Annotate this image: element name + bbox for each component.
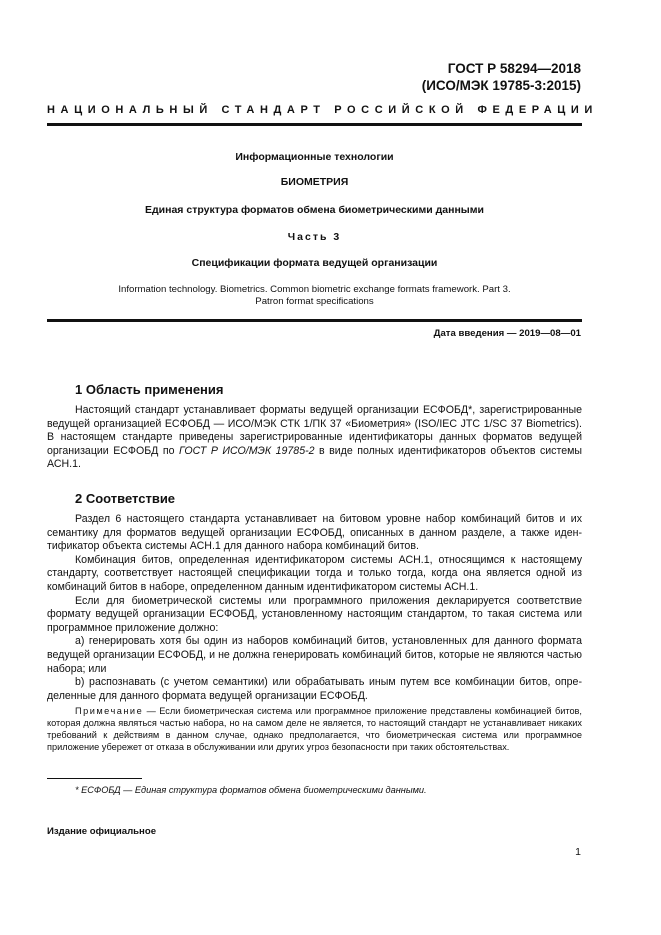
section-1 (75, 382, 224, 397)
page-number: 1 (575, 846, 581, 858)
section-2-heading: 2 Соответствие (75, 491, 176, 506)
english-title-line-1: Information technology. Biometrics. Common biometric exchange formats framework. Part 3. (118, 284, 511, 295)
section-1-body (47, 404, 582, 472)
section-2-paragraph-1: Раздел 6 настоящего стандарта устанавливает на битовом уровне набор комбинаций битов и их семантику для форматов ведущей организации ЕСФОБД, описанных в данном разделе, а также идентификатор объекта системы АСН.1 для данного набора комбинаций битов. (47, 513, 582, 553)
introduction-date: Дата введения — 2019—08—01 (433, 328, 581, 339)
section-2-paragraph-3: Если для биометрической системы или программного приложения декларируется соответствие формату ведущей организации ЕСФОБД, установленному настоящим стандартом, то такая система или программное приложение должно: (47, 594, 582, 634)
note-label: Примечание (75, 706, 144, 716)
footnote-divider (47, 778, 142, 779)
section-1-heading: 1 Область применения (75, 382, 224, 397)
title-line-4: Спецификации формата ведущей организации (191, 257, 438, 269)
section-1-text-b: в виде полных идентификаторов объектов системы АСН.1. (47, 444, 583, 471)
english-title (47, 284, 582, 308)
section-1-text-a: Настоящий стандарт устанавливает форматы ведущей организации ЕСФОБД*, зарегистрированные ведущей организацией ЕСФОБД — ИСО/МЭК СТК 1/ПК 37 «Биометрия» (ISO/IEC JTC 1/SC 37 Biometrics). В настоящем стандарте приведены зарегистрированные идентификаторы данных форматов ведущей организации ЕСФОБД по (47, 404, 582, 457)
section-2 (75, 491, 175, 506)
footnote: * ЕСФОБД — Единая структура форматов обмена биометрическими данными. (75, 785, 427, 795)
designation-gost: ГОСТ Р 58294—2018 (447, 61, 581, 76)
section-2-item-b: b) распознавать (с учетом семантики) или обрабатывать иным путем все комбинации битов, определенные для данного формата ведущей организации ЕСФОБД. (47, 676, 582, 702)
english-title-line-2: Patron format specifications (255, 296, 374, 307)
note-paragraph (47, 705, 582, 753)
title-line-3: Единая структура форматов обмена биометрическими данными (145, 204, 484, 216)
section-2-paragraph-2: Комбинация битов, определенная идентификатором системы АСН.1, относящимся к настоящему стандарту, соответствует настоящей спецификации тогда и только тогда, когда она является одной из комбинаций битов в наборе, определенном данным идентификатором системы АСН.1. (47, 553, 582, 593)
section-2-body (47, 513, 582, 703)
designation-iso: (ИСО/МЭК 19785-3:2015) (421, 78, 581, 93)
standard-reference: ГОСТ Р ИСО/МЭК 19785-2 (178, 444, 315, 457)
official-edition-label: Издание официальное (47, 826, 157, 837)
note-block (47, 705, 582, 753)
section-1-paragraph (47, 404, 582, 472)
title-part: Часть 3 (287, 231, 342, 243)
national-standard-heading: НАЦИОНАЛЬНЫЙ СТАНДАРТ РОССИЙСКОЙ ФЕДЕРАЦИИ (47, 104, 598, 116)
title-line-2: БИОМЕТРИЯ (280, 176, 349, 188)
title-line-1: Информационные технологии (235, 151, 394, 163)
note-text: — Если биометрическая система или программное приложение представлены комбинацией битов, которая должна являться частью набора, но на самом деле не является, то настоящий стандарт не устанавливает никаких требований к действиям в данном случае, однако предполагается, что биометрическая система или программное приложение убережет от отказа в обслуживании или других угроз безопасности при таких обстоятельствах. (47, 706, 582, 752)
standard-designation (422, 60, 581, 94)
section-2-item-a: а) генерировать хотя бы один из наборов комбинаций битов, установленных для данного формата ведущей организации ЕСФОБД, и не должна генерировать комбинаций битов, которые не являются частью набора; или (47, 635, 582, 675)
top-divider (47, 123, 582, 126)
title-divider (47, 319, 582, 322)
